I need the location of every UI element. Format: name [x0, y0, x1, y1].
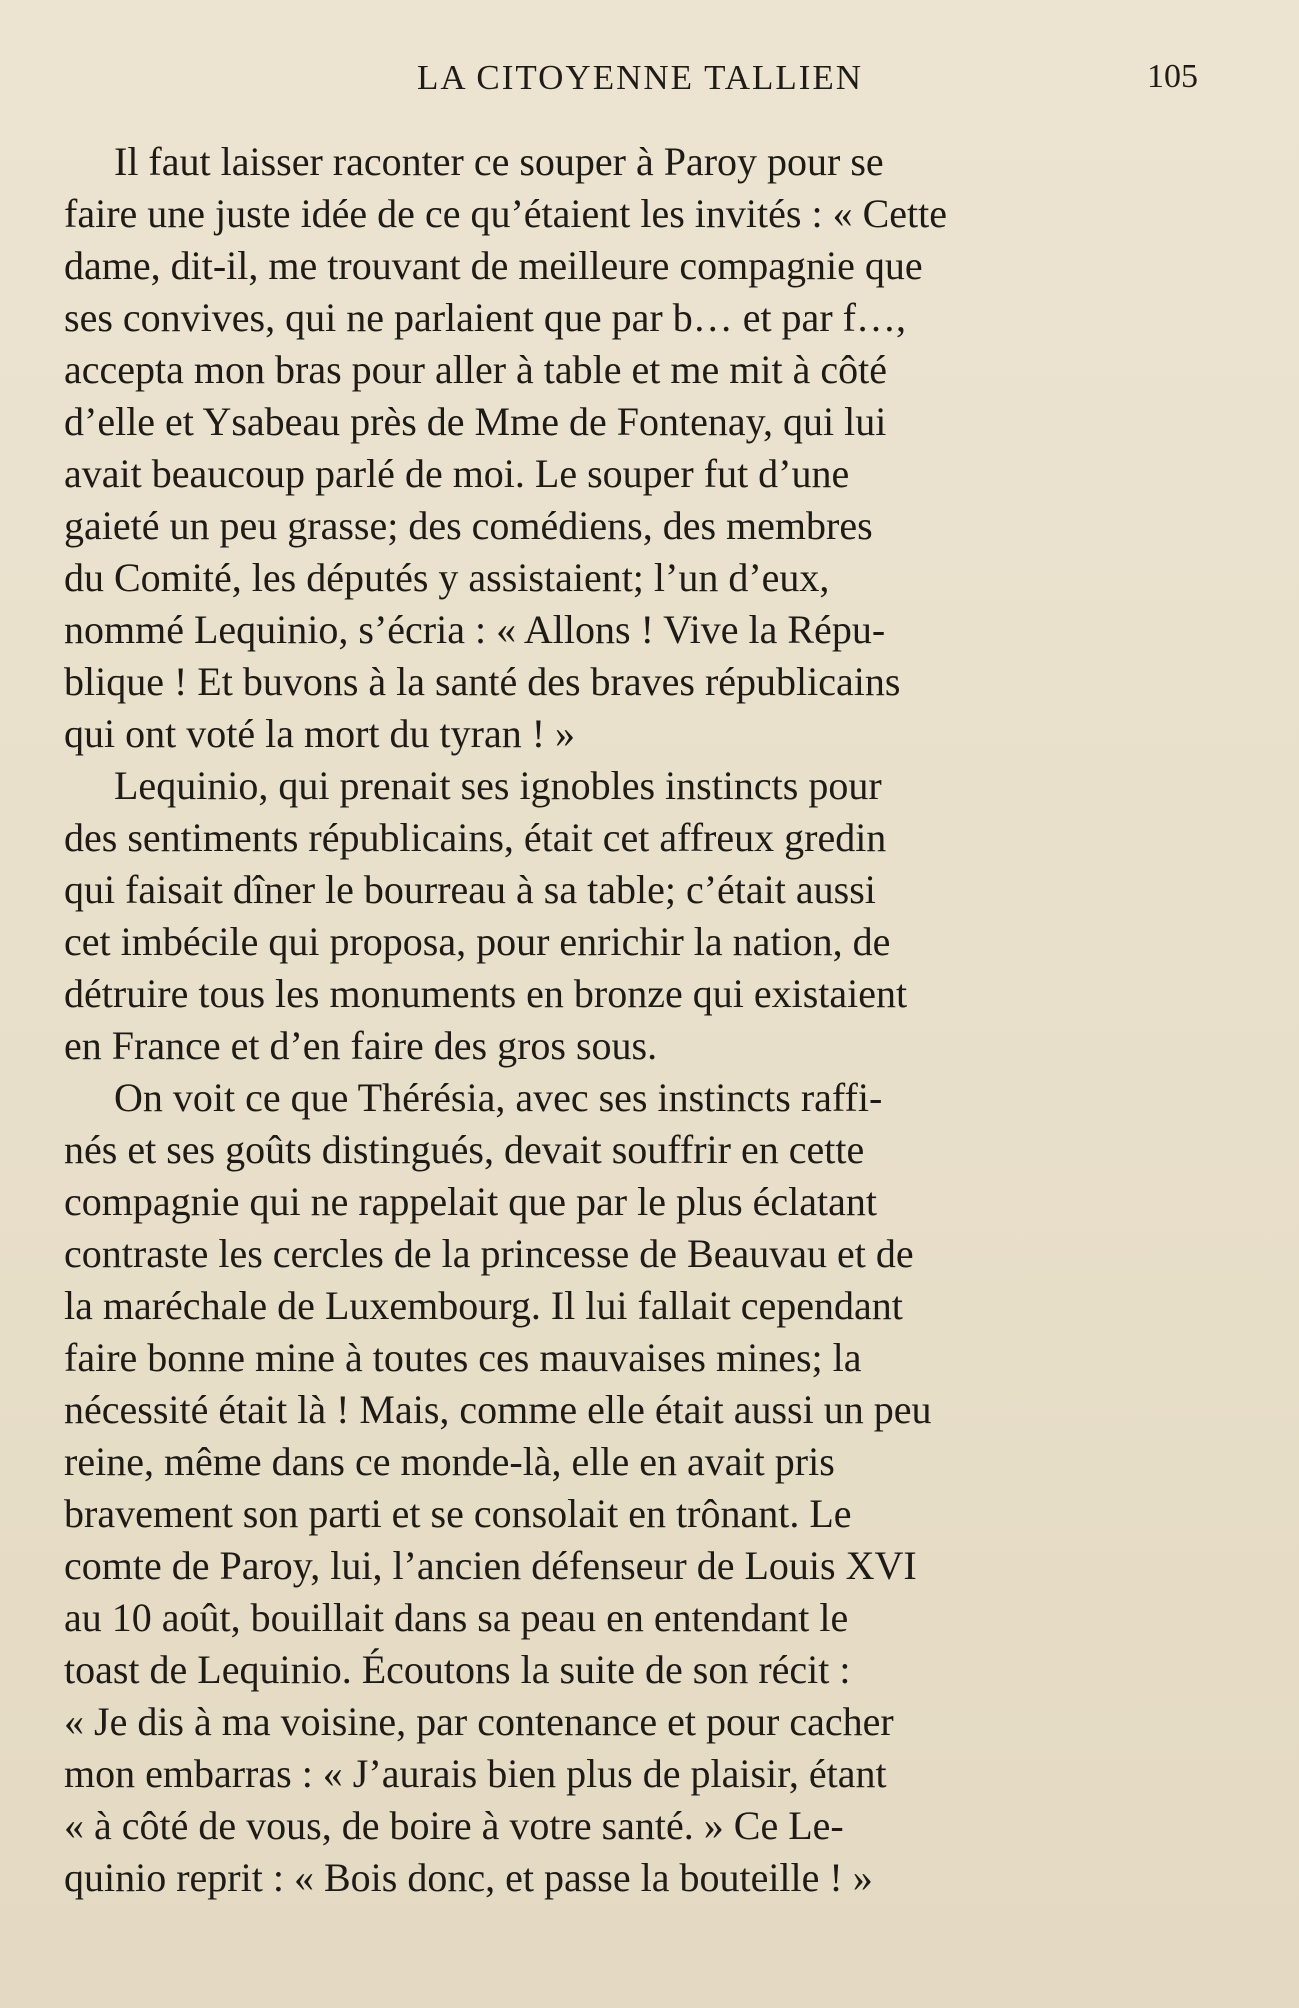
text-line: nés et ses goûts distingués, devait souffrir en cette	[64, 1127, 865, 1172]
text-line: dame, dit-il, me trouvant de meilleure compagnie que	[64, 243, 923, 288]
text-line: comte de Paroy, lui, l’ancien défenseur de Louis XVI	[64, 1543, 917, 1588]
text-line: d’elle et Ysabeau près de Mme de Fontenay, qui lui	[64, 399, 887, 444]
text-line: accepta mon bras pour aller à table et me mit à côté	[64, 347, 887, 392]
text-line: bravement son parti et se consolait en trônant. Le	[64, 1491, 852, 1536]
text-line: faire une juste idée de ce qu’étaient les invités : « Cette	[64, 191, 947, 236]
text-line: reine, même dans ce monde-là, elle en avait pris	[64, 1439, 835, 1484]
text-line: ses convives, qui ne parlaient que par b… et par f…,	[64, 295, 906, 340]
text-line: cet imbécile qui proposa, pour enrichir la nation, de	[64, 919, 891, 964]
text-line: au 10 août, bouillait dans sa peau en entendant le	[64, 1595, 849, 1640]
text-line: du Comité, les députés y assistaient; l’un d’eux,	[64, 555, 830, 600]
text-line: gaieté un peu grasse; des comédiens, des membres	[64, 503, 873, 548]
text-line: nommé Lequinio, s’écria : « Allons ! Vive la Répu-	[64, 607, 886, 652]
body-text	[64, 136, 1180, 1904]
text-line: qui faisait dîner le bourreau à sa table; c’était aussi	[64, 867, 876, 912]
text-line: détruire tous les monuments en bronze qui existaient	[64, 971, 908, 1016]
text-line: quinio reprit : « Bois donc, et passe la bouteille ! »	[64, 1855, 873, 1900]
text-line: compagnie qui ne rappelait que par le plus éclatant	[64, 1179, 878, 1224]
text-line: qui ont voté la mort du tyran ! »	[64, 711, 576, 756]
text-line: avait beaucoup parlé de moi. Le souper fut d’une	[64, 451, 850, 496]
text-line: « Je dis à ma voisine, par contenance et pour cacher	[64, 1699, 894, 1744]
running-title: LA CITOYENNE TALLIEN	[416, 58, 864, 97]
text-line: des sentiments républicains, était cet affreux gredin	[64, 815, 887, 860]
text-line: contraste les cercles de la princesse de Beauvau et de	[64, 1231, 914, 1276]
text-line: en France et d’en faire des gros sous.	[64, 1023, 658, 1068]
text-line: « à côté de vous, de boire à votre santé. » Ce Le-	[64, 1803, 844, 1848]
text-line: toast de Lequinio. Écoutons la suite de son récit :	[64, 1647, 851, 1692]
text-line: nécessité était là ! Mais, comme elle était aussi un peu	[64, 1387, 932, 1432]
text-line: On voit ce que Thérésia, avec ses instincts raffi-	[114, 1075, 883, 1120]
text-line: blique ! Et buvons à la santé des braves républicains	[64, 659, 901, 704]
text-line: mon embarras : « J’aurais bien plus de plaisir, étant	[64, 1751, 887, 1796]
text-line: la maréchale de Luxembourg. Il lui fallait cependant	[64, 1283, 903, 1328]
text-line: faire bonne mine à toutes ces mauvaises mines; la	[64, 1335, 862, 1380]
text-line: Lequinio, qui prenait ses ignobles instincts pour	[114, 763, 882, 808]
page-number: 105	[1147, 58, 1198, 95]
text-line: Il faut laisser raconter ce souper à Paroy pour se	[114, 139, 884, 184]
